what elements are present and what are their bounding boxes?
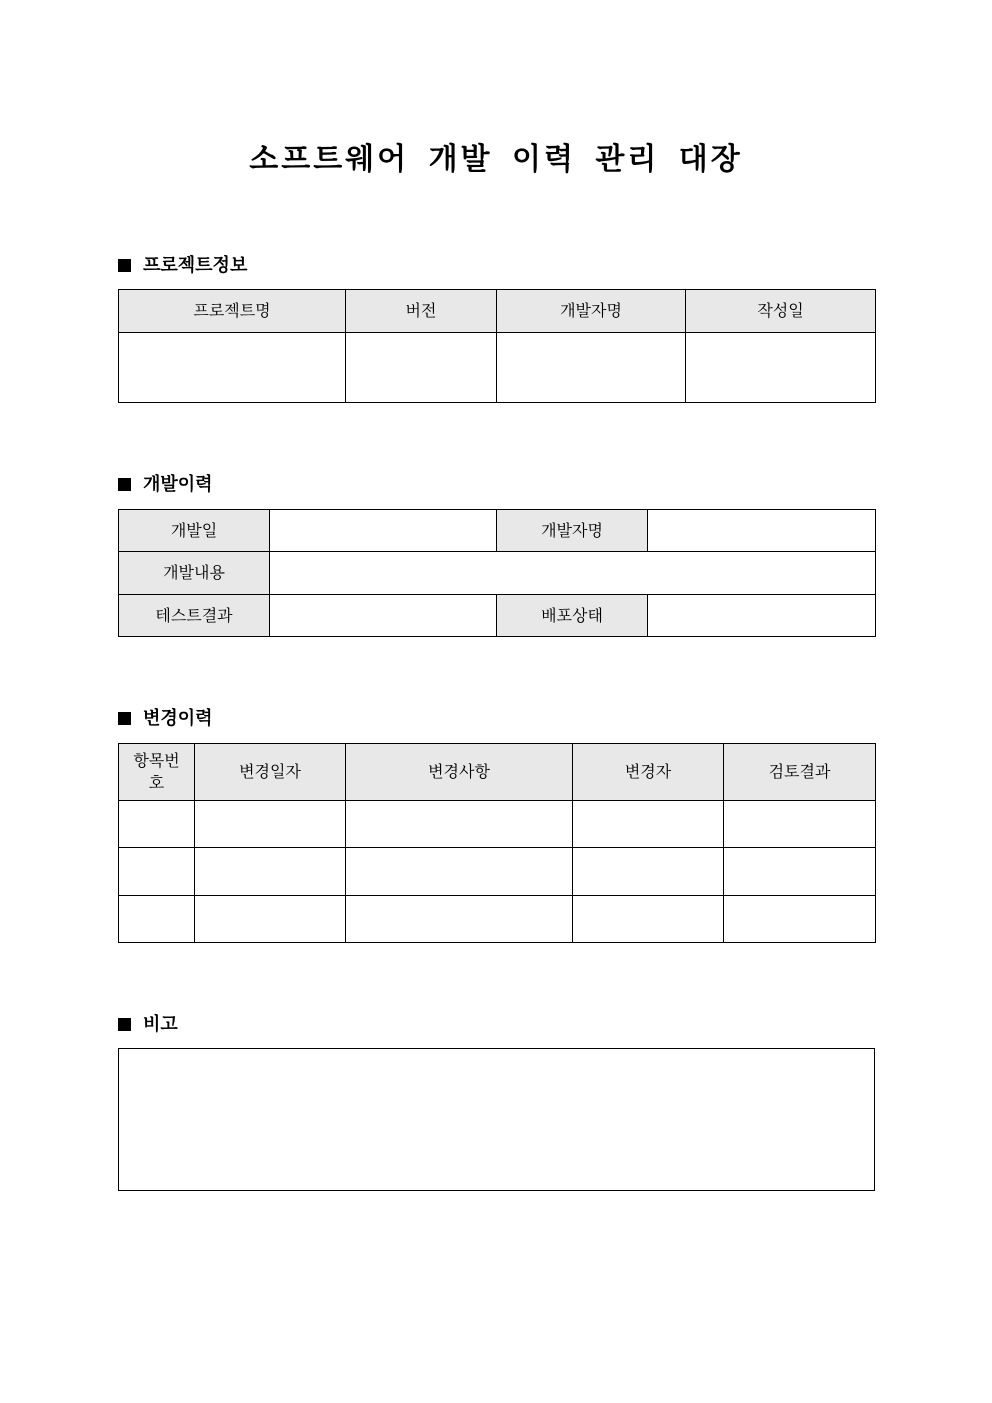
header-item-number: 항목번호 — [119, 744, 195, 801]
item-number-cell[interactable] — [119, 896, 195, 943]
test-result-cell[interactable] — [270, 595, 497, 637]
table-header-row — [119, 744, 876, 801]
table-row — [119, 595, 876, 637]
section-heading-dev-history — [118, 471, 213, 495]
changed-by-cell[interactable] — [573, 896, 724, 943]
version-cell[interactable] — [346, 333, 497, 403]
section-heading-label: 개발이력 — [143, 474, 213, 495]
item-number-cell[interactable] — [119, 801, 195, 848]
change-details-cell[interactable] — [346, 848, 573, 896]
table-row — [119, 848, 876, 896]
changed-by-cell[interactable] — [573, 848, 724, 896]
header-change-date: 변경일자 — [195, 744, 346, 801]
header-changed-by: 변경자 — [573, 744, 724, 801]
label-dev-content: 개발내용 — [119, 552, 270, 595]
header-change-details: 변경사항 — [346, 744, 573, 801]
review-result-cell[interactable] — [724, 896, 876, 943]
square-bullet-icon — [118, 259, 131, 272]
review-result-cell[interactable] — [724, 848, 876, 896]
change-history-table — [118, 743, 876, 943]
developer-cell[interactable] — [648, 510, 876, 552]
dev-date-cell[interactable] — [270, 510, 497, 552]
change-details-cell[interactable] — [346, 896, 573, 943]
table-row — [119, 510, 876, 552]
label-test-result: 테스트결과 — [119, 595, 270, 637]
change-date-cell[interactable] — [195, 896, 346, 943]
change-details-cell[interactable] — [346, 801, 573, 848]
created-date-cell[interactable] — [686, 333, 876, 403]
label-developer: 개발자명 — [497, 510, 648, 552]
remarks-box[interactable] — [118, 1048, 875, 1191]
table-row — [119, 801, 876, 848]
square-bullet-icon — [118, 1018, 131, 1031]
dev-content-cell[interactable] — [270, 552, 876, 595]
section-heading-label: 프로젝트정보 — [143, 255, 248, 276]
square-bullet-icon — [118, 478, 131, 491]
section-heading-project-info — [118, 252, 247, 276]
change-date-cell[interactable] — [195, 848, 346, 896]
project-info-table — [118, 289, 876, 403]
header-version: 버전 — [346, 290, 497, 333]
header-review-result: 검토결과 — [724, 744, 876, 801]
developer-name-cell[interactable] — [497, 333, 686, 403]
table-row — [119, 333, 876, 403]
project-name-cell[interactable] — [119, 333, 346, 403]
deploy-status-cell[interactable] — [648, 595, 876, 637]
header-project-name: 프로젝트명 — [119, 290, 346, 333]
change-date-cell[interactable] — [195, 801, 346, 848]
section-heading-label: 비고 — [143, 1014, 178, 1035]
changed-by-cell[interactable] — [573, 801, 724, 848]
item-number-cell[interactable] — [119, 848, 195, 896]
table-row — [119, 552, 876, 595]
review-result-cell[interactable] — [724, 801, 876, 848]
header-developer-name: 개발자명 — [497, 290, 686, 333]
label-deploy-status: 배포상태 — [497, 595, 648, 637]
table-row — [119, 896, 876, 943]
section-heading-label: 변경이력 — [143, 708, 213, 729]
section-heading-remarks — [118, 1011, 178, 1035]
document-title: 소프트웨어 개발 이력 관리 대장 — [249, 142, 743, 177]
section-heading-change-history — [118, 705, 213, 729]
dev-history-table — [118, 509, 876, 637]
table-header-row — [119, 290, 876, 333]
label-dev-date: 개발일 — [119, 510, 270, 552]
header-created-date: 작성일 — [686, 290, 876, 333]
square-bullet-icon — [118, 712, 131, 725]
